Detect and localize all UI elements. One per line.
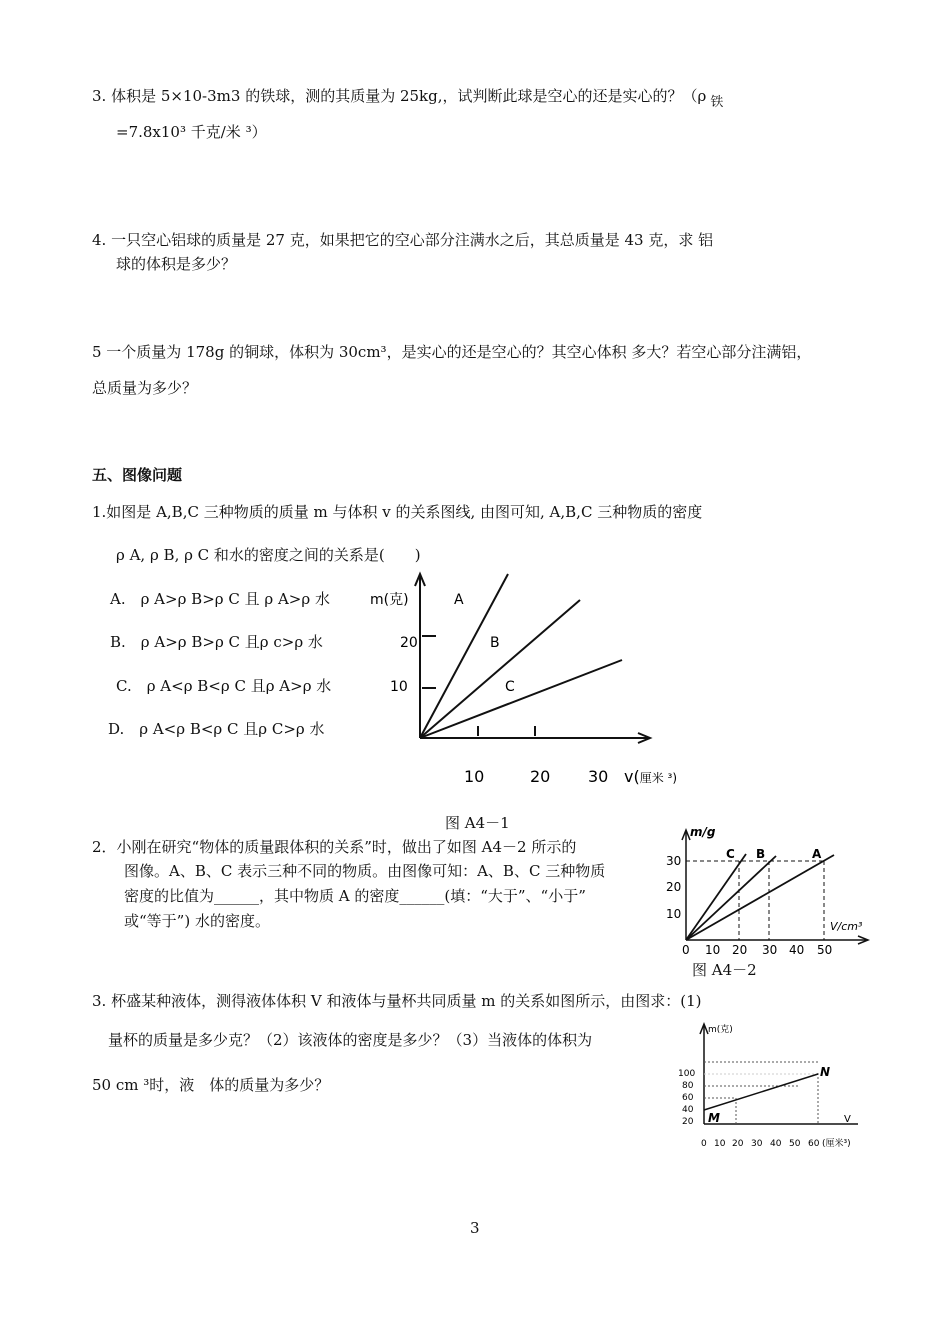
graph1-label-c: C xyxy=(505,679,515,695)
section-title: 五、图像问题 xyxy=(92,466,183,484)
iron-subscript: 铁 xyxy=(710,95,724,110)
p1-option-a: A. ρ A>ρ B>ρ C 且 ρ A>ρ 水 xyxy=(110,590,330,608)
caption-a4-2: 图 A4－2 xyxy=(692,961,757,979)
line-c xyxy=(420,660,622,738)
line-c xyxy=(686,854,746,940)
line-b xyxy=(420,600,580,738)
graph2-label-b: B xyxy=(756,847,766,861)
graph2-ytick-30: 30 xyxy=(666,854,682,868)
graph2-xtick-10: 10 xyxy=(705,943,721,957)
graph2-xtick-20: 20 xyxy=(732,943,748,957)
page-number: 3 xyxy=(470,1219,480,1237)
graph2-label-c: C xyxy=(726,847,735,861)
line-b xyxy=(686,856,776,940)
graph3-vlabel: V xyxy=(844,1114,851,1125)
p3-line2: 量杯的质量是多少克？（2）该液体的密度是多少？（3）当液体的体积为 xyxy=(108,1031,593,1049)
line-a xyxy=(420,574,508,738)
graph3-ylabel: m(克) xyxy=(708,1025,733,1035)
p1-option-c: C. ρ A<ρ B<ρ C 且ρ A>ρ 水 xyxy=(116,677,332,695)
graph1-label-b: B xyxy=(490,635,500,651)
graph1-xlabel-v: v(厘米 ³) xyxy=(624,767,678,786)
graph3-xtick-20: 20 xyxy=(732,1139,744,1149)
graph3-ytick-20: 20 xyxy=(682,1117,694,1127)
p2-line1: 2．小刚在研究“物体的质量跟体积的关系”时，做出了如图 A4－2 所示的 xyxy=(92,838,577,856)
p2-line4: 或“等于”) 水的密度。 xyxy=(124,912,270,930)
graph2-xtick-50: 50 xyxy=(817,943,833,957)
graph-p3 xyxy=(668,1018,878,1163)
q3-line1: 3. 体积是 5×10-3m3 的铁球，测的其质量为 25kg,，试判断此球是空心的还是实心的？（ρ 铁 xyxy=(92,87,724,110)
graph3-ytick-60: 60 xyxy=(682,1093,694,1103)
graph3-point-m: M xyxy=(708,1111,720,1125)
graph1-ylabel: m(克) xyxy=(370,592,409,608)
graph3-xtick-40: 40 xyxy=(770,1139,782,1149)
graph3-ytick-100: 100 xyxy=(678,1069,696,1079)
p1-line1: 1.如图是 A,B,C 三种物质的质量 m 与体积 v 的关系图线, 由图可知, A,B,C 三种物质的密度 xyxy=(92,503,703,521)
graph3-xtick-0: 0 xyxy=(701,1139,707,1149)
p1-line2: ρ A, ρ B, ρ C 和水的密度之间的关系是( ) xyxy=(116,546,421,564)
line-mn xyxy=(704,1074,818,1110)
graph1-xtick-20: 20 xyxy=(530,767,551,786)
p1-option-d: D. ρ A<ρ B<ρ C 且ρ C>ρ 水 xyxy=(108,720,325,738)
graph3-xtick-10: 10 xyxy=(714,1139,726,1149)
graph3-xunit: (厘米³) xyxy=(822,1139,851,1149)
line-a xyxy=(686,855,834,940)
graph1-ytick-10: 10 xyxy=(390,679,408,695)
graph2-ylabel: m/g xyxy=(690,825,716,839)
graph2-label-a: A xyxy=(812,847,822,861)
p2-line3: 密度的比值为______，其中物质 A 的密度______(填：“大于”、“小于” xyxy=(124,887,586,905)
graph2-ytick-20: 20 xyxy=(666,880,682,894)
p3-line1: 3. 杯盛某种液体，测得液体体积 V 和液体与量杯共同质量 m 的关系如图所示，由图求：(1) xyxy=(92,992,702,1010)
p3-line3: 50 cm ³时，液 体的质量为多少？ xyxy=(92,1076,330,1094)
p2-line2: 图像。A、B、C 表示三种不同的物质。由图像可知：A、B、C 三种物质 xyxy=(124,862,606,880)
q4-line1: 4. 一只空心铝球的质量是 27 克，如果把它的空心部分注满水之后，其总质量是 43 克，求 铝 xyxy=(92,231,714,249)
graph2-xlabel: V/cm³ xyxy=(830,920,863,933)
graph1-label-a: A xyxy=(454,592,464,608)
q5-line1: 5 一个质量为 178g 的铜球，体积为 30cm³，是实心的还是空心的？其空心体积 多大？若空心部分注满铝， xyxy=(92,343,812,361)
graph2-xtick-0: 0 xyxy=(682,943,690,957)
graph1-ytick-20: 20 xyxy=(400,635,418,651)
q4-line2: 球的体积是多少？ xyxy=(116,255,237,273)
graph-a4-2 xyxy=(662,818,872,968)
caption-a4-1: 图 A4－1 xyxy=(445,814,510,832)
graph3-ytick-40: 40 xyxy=(682,1105,694,1115)
graph2-xtick-30: 30 xyxy=(762,943,778,957)
graph3-xtick-30: 30 xyxy=(751,1139,763,1149)
graph1-xtick-30: 30 xyxy=(588,767,609,786)
graph3-point-n: N xyxy=(820,1065,831,1079)
graph3-xtick-60: 60 xyxy=(808,1139,820,1149)
graph2-ytick-10: 10 xyxy=(666,907,682,921)
graph-a4-1 xyxy=(360,570,678,800)
graph2-xtick-40: 40 xyxy=(789,943,805,957)
p1-option-b: B. ρ A>ρ B>ρ C 且ρ c>ρ 水 xyxy=(110,633,323,651)
q3-line2: =7.8x10³ 千克/米 ³） xyxy=(116,123,267,141)
q5-line2: 总质量为多少？ xyxy=(92,379,198,397)
graph1-xtick-10: 10 xyxy=(464,767,485,786)
graph3-ytick-80: 80 xyxy=(682,1081,694,1091)
graph3-xtick-50: 50 xyxy=(789,1139,801,1149)
